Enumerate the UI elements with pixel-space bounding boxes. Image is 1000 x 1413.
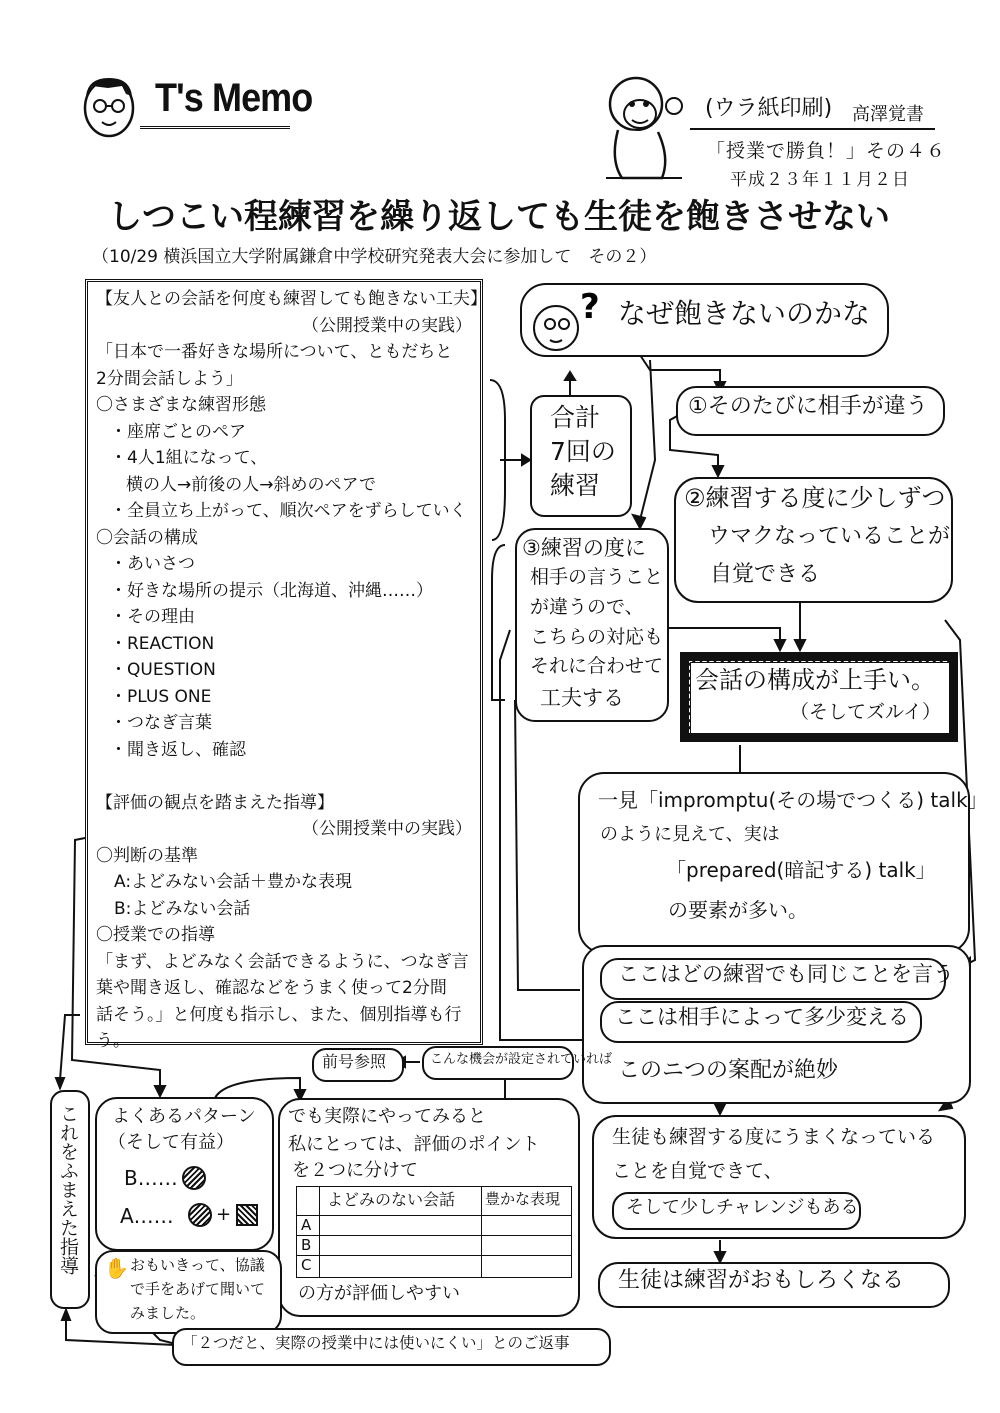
eval-col2: 豊かな表現 [485, 1190, 561, 1208]
structure-line1: 会話の構成が上手い。 [695, 666, 935, 694]
change-text: ここは相手によって多少変える [615, 1005, 909, 1029]
student-line1: 生徒も練習する度にうまくなっている [612, 1126, 936, 1148]
col-line: 【評価の観点を踏まえた指導】 [96, 792, 334, 813]
col-line: 〇会話の構成 [96, 527, 198, 548]
col-line: ・好きな場所の提示（北海道、沖縄……） [110, 580, 433, 601]
col-line: ・つなぎ言葉 [110, 713, 212, 733]
col-line: 横の人→前後の人→斜めのペアで [126, 474, 376, 495]
reason-2-line2: ウマクなっていることが [708, 524, 951, 549]
plus-icon: + [216, 1204, 232, 1225]
col-line: ・その理由 [110, 607, 195, 627]
eval-table-grid [297, 1255, 571, 1256]
reason-2-line1: ②練習する度に少しずつ [684, 484, 946, 512]
chance-text: こんな機会が設定されていれば [430, 1052, 613, 1067]
reason-2-line3: 自覚できる [710, 562, 821, 587]
col-line: ・全員立ち上がって、順次ペアをずらしていく [110, 501, 467, 521]
col-line: ・REACTION [110, 633, 215, 654]
print-note: (ウラ紙印刷) [705, 96, 833, 121]
total-line2: 7回の [550, 437, 616, 466]
pattern-line2: （そして有益） [108, 1132, 234, 1153]
col-line: 【友人との会話を何度も練習しても飽きない工夫】 [96, 289, 487, 309]
author-caricature [78, 72, 140, 140]
eval-col1: よどみのない会話 [327, 1190, 456, 1209]
reason-3-line1: ③練習の度に [522, 536, 646, 560]
monkey-illustration [592, 70, 692, 190]
reply-text: 「２つだと、実際の授業中には使いにくい」とのご返事 [182, 1334, 570, 1352]
col-line: ・PLUS ONE [110, 686, 212, 707]
brave-line1: おもいきって、協議 [130, 1256, 265, 1274]
series-label: 「授業で勝負！」その４６ [706, 140, 947, 162]
col-line: ・座席ごとのペア [110, 421, 246, 442]
hatch-circle-icon [188, 1203, 212, 1227]
hatch-square-icon [236, 1204, 258, 1226]
reason-3-line2: 相手の言うこと [530, 566, 664, 588]
col-line: A:よどみない会話＋豊かな表現 [114, 872, 353, 892]
eval-table-grid [297, 1235, 571, 1236]
col-line: 2分間会話しよう」 [96, 368, 243, 389]
col-line: 話そう。」と何度も指示し、また、個別指導も行 [96, 1004, 462, 1025]
col-line: ・4人1組になって、 [110, 448, 268, 468]
brave-line2: で手をあげて聞いて [130, 1280, 266, 1298]
raised-hand-icon: ✋ [104, 1256, 129, 1280]
pattern-a: A…… [120, 1204, 174, 1228]
page-subtitle: （10/29 横浜国立大学附属鎌倉中学校研究発表大会に参加して その２） [92, 247, 657, 267]
left-column-box [85, 279, 487, 1051]
challenge-text: そして少しチャレンジもある [626, 1197, 859, 1218]
eval-table-grid [297, 1215, 571, 1216]
col-line: 「日本で一番好きな場所について、ともだちと [96, 342, 453, 362]
author: 高澤覚書 [852, 104, 924, 125]
reason-3-line3: が違うので、 [530, 596, 644, 618]
total-line3: 練習 [550, 471, 601, 500]
reason-3-line5: それに合わせて [530, 655, 664, 677]
structure-line2: （そしてズルイ） [790, 701, 942, 723]
pattern-b: B…… [124, 1166, 178, 1190]
date: 平成２３年１１月２日 [730, 170, 910, 190]
col-line: ・あいさつ [110, 554, 195, 574]
eval-line4: の方が評価しやすい [298, 1283, 460, 1304]
balance-text: このニつの案配が絶妙 [618, 1058, 839, 1083]
reason-3-line4: こちらの対応も [530, 626, 664, 648]
impromptu-line3: 「prepared(暗記する) talk」 [666, 858, 936, 882]
col-line: ・聞き返し、確認 [110, 739, 246, 760]
col-line: 〇判断の基準 [96, 845, 198, 866]
eval-row-c: C [301, 1256, 312, 1274]
header-rule-left [140, 126, 290, 129]
col-line: （公開授業中の実践） [302, 819, 472, 839]
hatch-circle-icon [182, 1166, 206, 1190]
col-line: （公開授業中の実践） [302, 315, 472, 336]
eval-line1: でも実際にやってみると [288, 1106, 486, 1127]
col-line: う。 [96, 1031, 130, 1051]
impromptu-line4: の要素が多い。 [668, 898, 808, 922]
student-line2: ことを自覚できて、 [612, 1160, 783, 1182]
col-line: 〇授業での指導 [96, 925, 215, 945]
eval-table-grid [319, 1187, 320, 1277]
svg-text:?: ? [580, 288, 600, 327]
eval-row-a: A [301, 1216, 312, 1234]
eval-line2: 私にとっては、評価のポイント [288, 1134, 540, 1155]
same-text: ここはどの練習でも同じことを言う [618, 962, 954, 986]
pattern-line1: よくあるパターン [112, 1106, 256, 1127]
thinking-face [528, 288, 603, 358]
eval-table-grid [481, 1187, 482, 1277]
col-line: 「まず、よどみなく会話できるように、つなぎ言 [96, 951, 469, 972]
reason-3-line6: 工夫する [540, 686, 624, 710]
logo: T's Memo [155, 76, 313, 120]
brave-line3: みました。 [130, 1304, 206, 1322]
page-title: しつこい程練習を繰り返しても生徒を飽きさせない [108, 197, 890, 237]
question-text: なぜ飽きないのかな [618, 297, 871, 330]
total-line1: 合計 [550, 403, 601, 432]
fun-text: 生徒は練習がおもしろくなる [618, 1268, 905, 1293]
col-line: 〇さまざまな練習形態 [96, 395, 266, 415]
eval-table [296, 1186, 572, 1278]
reason-1-text: ①そのたびに相手が違う [688, 394, 928, 419]
col-line: ・QUESTION [110, 660, 216, 680]
ref-text: 前号参照 [322, 1052, 387, 1071]
impromptu-line2: のように見えて、実は [600, 824, 780, 845]
col-line: 葉や聞き返し、確認などをうまく使って2分間 [96, 978, 447, 998]
col-line: B:よどみない会話 [114, 898, 251, 919]
vertical-text: これをふまえた指導 [57, 1104, 79, 1275]
impromptu-line1: 一見「impromptu(その場でつくる) talk」 [598, 788, 988, 812]
header-rule-right [690, 128, 935, 130]
eval-row-b: B [301, 1236, 312, 1254]
col-line [96, 763, 480, 790]
eval-line3: を２つに分けて [292, 1160, 418, 1181]
